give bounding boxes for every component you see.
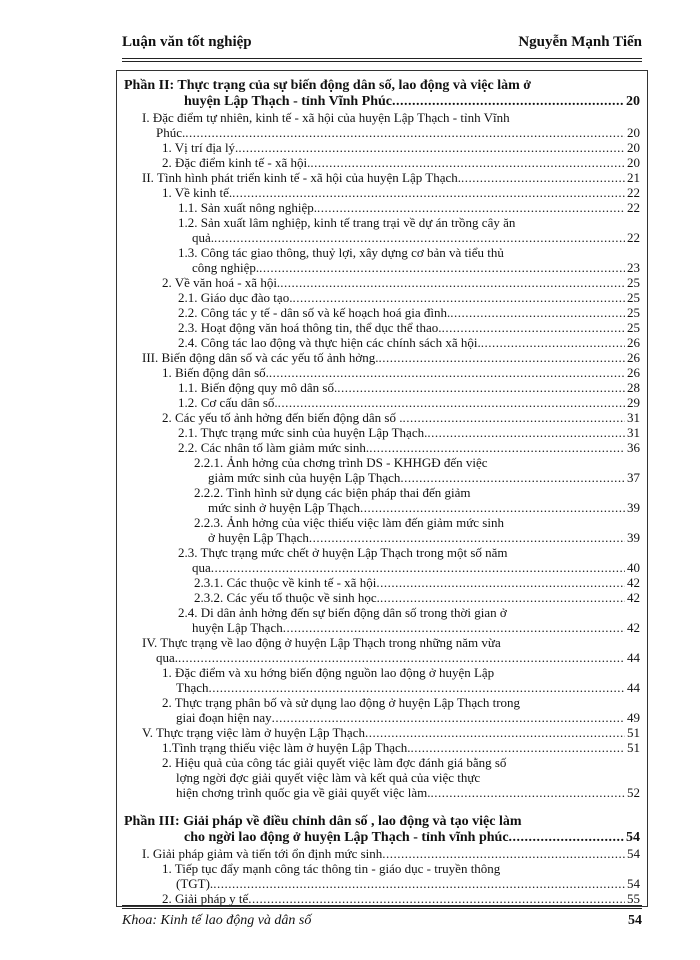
toc-entry-text: ở huyện Lập Thạch <box>208 530 309 545</box>
toc-page-number: 29 <box>627 395 640 410</box>
toc-entry-text: 1. Về kinh tế. <box>162 185 233 200</box>
header-author-name: Nguyễn Mạnh Tiến <box>518 34 642 50</box>
toc-entry <box>124 425 640 440</box>
toc-entry-text: lợng ngời đợc giải quyết việc làm và kết quả của việc thực <box>176 770 481 785</box>
toc-entry <box>124 185 640 200</box>
toc-entry-text: Phúc. <box>156 125 186 140</box>
toc-entry-text: Phần III: Giải pháp về điều chỉnh dân số , lao động và tạo việc làm <box>124 814 522 829</box>
toc-entry <box>124 635 640 665</box>
toc-entry-text: giảm mức sinh của huyện Lập Thạch <box>208 470 401 485</box>
toc-entry-text: 2.3. Thực trạng mức chết ở huyện Lập Thạch trong một số năm <box>178 545 508 560</box>
toc-leader-dots <box>278 395 625 410</box>
toc-page-number: 54 <box>627 876 640 891</box>
toc-entry-text: 2.2.3. Ảnh hởng của việc thiếu việc làm đến giảm mức sinh <box>194 515 504 530</box>
toc-page-number: 37 <box>627 470 640 485</box>
toc-entry-text: 1. Biến động dân số. <box>162 365 269 380</box>
toc-leader-dots <box>369 440 625 455</box>
toc-entry <box>124 170 640 185</box>
toc-page-number: 25 <box>627 305 640 320</box>
toc-entry <box>124 335 640 350</box>
toc-entry-text: 1. Vị trí địa lý. <box>162 140 239 155</box>
toc-part-heading <box>124 814 640 846</box>
toc-page-number: 23 <box>627 260 640 275</box>
toc-entry-text: 2. Đặc điểm kinh tế - xã hội. <box>162 155 311 170</box>
toc-entry-text: 1.2. Cơ cấu dân số. <box>178 395 278 410</box>
toc-entry-text: IV. Thực trạng về lao động ở huyện Lập Thạch trong những năm vừa <box>142 635 501 650</box>
toc-page-number: 20 <box>627 125 640 140</box>
toc-entry <box>124 515 640 545</box>
toc-entry <box>124 485 640 515</box>
page-header <box>122 22 642 56</box>
toc-entry-text: 1. Tiếp tục đẩy mạnh công tác thông tin - giáo dục - truyền thông <box>162 861 501 876</box>
toc-page-number: 20 <box>627 155 640 170</box>
toc-leader-dots <box>382 846 625 861</box>
toc-entry <box>124 575 640 590</box>
toc-page-number: 26 <box>627 335 640 350</box>
toc-part-heading <box>124 78 640 110</box>
toc-leader-dots <box>400 470 625 485</box>
toc-leader-dots <box>248 891 625 906</box>
toc-page-number: 54 <box>627 846 640 861</box>
toc-page-number: 55 <box>627 891 640 906</box>
toc-entry <box>124 155 640 170</box>
toc-entry <box>124 891 640 906</box>
toc-entry <box>124 665 640 695</box>
toc-entry <box>124 380 640 395</box>
toc-entry-text: Phần II: Thực trạng của sự biến động dân số, lao động và việc làm ở <box>124 78 532 93</box>
toc-leader-dots <box>310 155 625 170</box>
toc-entry-text: 2.1. Giáo dục đào tạo. <box>178 290 293 305</box>
toc-page-number: 54 <box>626 830 640 845</box>
toc-entry <box>124 320 640 335</box>
toc-entry <box>124 395 640 410</box>
toc-leader-dots <box>272 710 625 725</box>
toc-entry-text: 2. Các yếu tố ảnh hởng đến biến động dân số . <box>162 410 403 425</box>
toc-leader-dots <box>283 620 625 635</box>
toc-entry-text: 1.Tình trạng thiếu việc làm ở huyện Lập Thạch. <box>162 740 411 755</box>
toc-entry-text: 1.2. Sản xuất lâm nghiệp, kinh tế trang trại về dự án trồng cây ăn <box>178 215 516 230</box>
toc-entry <box>124 275 640 290</box>
toc-leader-dots <box>481 335 625 350</box>
toc-page-number: 39 <box>627 500 640 515</box>
toc-entry <box>124 440 640 455</box>
toc-page-number: 44 <box>627 650 640 665</box>
toc-entry-text: 2.3. Hoạt động văn hoá thông tin, thể dục thể thao. <box>178 320 442 335</box>
toc-entry-text: 2.4. Di dân ảnh hởng đến sự biến động dân số trong thời gian ở <box>178 605 507 620</box>
toc-page-number: 42 <box>627 590 640 605</box>
toc-entry-text: 2.3.2. Các yếu tố thuộc về sinh học. <box>194 590 380 605</box>
toc-entry <box>124 861 640 891</box>
toc-leader-dots <box>392 94 624 110</box>
toc-entry-text: quả. <box>192 230 215 245</box>
toc-entry-text: huyện Lập Thạch <box>192 620 283 635</box>
toc-page-number: 31 <box>627 425 640 440</box>
toc-leader-dots <box>509 830 624 846</box>
toc-page-number: 52 <box>627 785 640 800</box>
toc-entry <box>124 410 640 425</box>
toc-entry-text: 2.3.1. Các thuộc về kinh tế - xã hội <box>194 575 377 590</box>
toc-entry-text: 1.1. Sản xuất nông nghiệp. <box>178 200 318 215</box>
toc-leader-dots <box>280 275 625 290</box>
toc-leader-dots <box>178 650 625 665</box>
toc-page-number: 40 <box>627 560 640 575</box>
header-thesis-label: Luận văn tốt nghiệp <box>122 34 252 50</box>
toc-entry-text: Thạch <box>176 680 209 695</box>
toc-page-number: 26 <box>627 365 640 380</box>
toc-entry <box>124 590 640 605</box>
toc-page-number: 36 <box>627 440 640 455</box>
toc-page-number: 25 <box>627 320 640 335</box>
toc-entry-text: huyện Lập Thạch - tỉnh Vĩnh Phúc <box>184 94 393 109</box>
toc-entry-text: 2. Hiệu quả của công tác giải quyết việc làm đợc đánh giá bằng số <box>162 755 507 770</box>
toc-entry <box>124 110 640 140</box>
toc-entry <box>124 350 640 365</box>
toc-entry <box>124 695 640 725</box>
toc-page-number: 51 <box>627 740 640 755</box>
toc-leader-dots <box>337 380 625 395</box>
toc-page-number: 51 <box>627 725 640 740</box>
toc-leader-dots <box>259 260 625 275</box>
toc-page-number: 31 <box>627 410 640 425</box>
toc-leader-dots <box>461 170 625 185</box>
toc-leader-dots <box>208 680 625 695</box>
toc-entry <box>124 200 640 215</box>
toc-entry <box>124 455 640 485</box>
footer-faculty: Khoa: Kinh tế lao động và dân số <box>122 913 312 928</box>
toc-entry-text: III. Biến động dân số và các yếu tố ảnh hởng. <box>142 350 379 365</box>
toc-leader-dots <box>292 290 625 305</box>
toc-entry-text: 2.2.1. Ảnh hởng của chơng trình DS - KHHGĐ đến việc <box>194 455 488 470</box>
toc-page-number: 42 <box>627 575 640 590</box>
toc-leader-dots <box>442 320 625 335</box>
toc-page-number: 22 <box>627 200 640 215</box>
toc-leader-dots <box>309 530 625 545</box>
toc-entry-text: I. Đặc điểm tự nhiên, kinh tế - xã hội của huyện Lập Thạch - tỉnh Vĩnh <box>142 110 510 125</box>
toc-entry <box>124 140 640 155</box>
toc-entry-text: qua. <box>156 650 179 665</box>
toc-entry-text: 2. Thực trạng phân bố và sử dụng lao động ở huyện Lập Thạch trong <box>162 695 521 710</box>
header-rule <box>122 58 642 62</box>
toc-entry <box>124 545 640 575</box>
toc-entry-text: giai đoạn hiện nay <box>176 710 272 725</box>
toc-leader-dots <box>269 365 625 380</box>
toc-entry-text: (TGT). <box>176 876 214 891</box>
toc-leader-dots <box>317 200 625 215</box>
toc-entry-text: 2. Giải pháp y tế <box>162 891 249 906</box>
toc-leader-dots <box>427 425 625 440</box>
toc-leader-dots <box>214 230 625 245</box>
toc-leader-dots <box>378 350 625 365</box>
toc-page-number: 25 <box>627 275 640 290</box>
toc-entry <box>124 365 640 380</box>
toc-leader-dots <box>238 140 625 155</box>
toc-entry-text: 2.4. Công tác lao động và thực hiện các chính sách xã hội. <box>178 335 481 350</box>
toc-page-number: 25 <box>627 290 640 305</box>
toc-leader-dots <box>232 185 625 200</box>
toc-entry-text: 2. Về văn hoá - xã hội. <box>162 275 281 290</box>
toc-leader-dots <box>211 560 625 575</box>
toc-entry-text: 1.3. Công tác giao thông, thuỷ lợi, xây dựng cơ bản và tiểu thủ <box>178 245 504 260</box>
toc-entry-text: 2.2. Các nhân tố làm giảm mức sinh. <box>178 440 370 455</box>
toc-leader-dots <box>360 500 625 515</box>
toc-leader-dots <box>380 590 625 605</box>
toc-entry-text: 2.2.2. Tình hình sử dụng các biện pháp thai đến giảm <box>194 485 471 500</box>
toc-page-number: 26 <box>627 350 640 365</box>
toc-entry-text: V. Thực trạng việc làm ở huyện Lập Thạch <box>142 725 365 740</box>
toc-entry-text: I. Giải pháp giảm và tiến tới ổn định mức sinh <box>142 846 383 861</box>
toc-page-number: 20 <box>626 94 640 109</box>
toc-page-number: 44 <box>627 680 640 695</box>
toc-entry <box>124 215 640 245</box>
toc-entry-text: 1. Đặc điểm và xu hớng biến động nguồn lao động ở huyện Lập <box>162 665 495 680</box>
footer-rule <box>122 905 642 909</box>
toc-page-number: 49 <box>627 710 640 725</box>
toc-leader-dots <box>411 740 625 755</box>
toc-entry <box>124 755 640 800</box>
toc-entry-text: cho ngời lao động ở huyện Lập Thạch - tỉnh vĩnh phúc <box>184 830 509 845</box>
toc-page-number: 22 <box>627 185 640 200</box>
toc-page-number: 20 <box>627 140 640 155</box>
toc-leader-dots <box>185 125 625 140</box>
toc-entry-text: qua <box>192 560 211 575</box>
toc-leader-dots <box>402 410 625 425</box>
toc-entry-text: công nghiệp. <box>192 260 260 275</box>
toc-entry <box>124 740 640 755</box>
toc-entry-text: II. Tình hình phát triển kinh tế - xã hội của huyện Lập Thạch. <box>142 170 462 185</box>
toc-entry-text: 2.2. Công tác y tế - dân số và kế hoạch hoá gia đình. <box>178 305 451 320</box>
toc-entry-text: 1.1. Biến động quy mô dân số. <box>178 380 338 395</box>
toc-leader-dots <box>213 876 625 891</box>
toc-leader-dots <box>376 575 625 590</box>
toc-page-number: 42 <box>627 620 640 635</box>
toc-entry <box>124 605 640 635</box>
toc-entry <box>124 846 640 861</box>
page-footer <box>122 905 642 928</box>
toc-entry <box>124 245 640 275</box>
footer-page-number: 54 <box>628 913 642 928</box>
toc-page-number: 22 <box>627 230 640 245</box>
toc-entry <box>124 305 640 320</box>
toc-page-number: 28 <box>627 380 640 395</box>
toc-page-number: 21 <box>627 170 640 185</box>
table-of-contents <box>124 78 640 906</box>
toc-leader-dots <box>450 305 625 320</box>
toc-entry-text: hiện chơng trình quốc gia về giải quyết việc làm. <box>176 785 431 800</box>
toc-entry-text: mức sinh ở huyện Lập Thạch <box>208 500 360 515</box>
toc-leader-dots <box>365 725 625 740</box>
toc-entry-text: 2.1. Thực trạng mức sinh của huyện Lập Thạch. <box>178 425 428 440</box>
toc-leader-dots <box>431 785 625 800</box>
toc-page-number: 39 <box>627 530 640 545</box>
toc-entry <box>124 290 640 305</box>
toc-entry <box>124 725 640 740</box>
